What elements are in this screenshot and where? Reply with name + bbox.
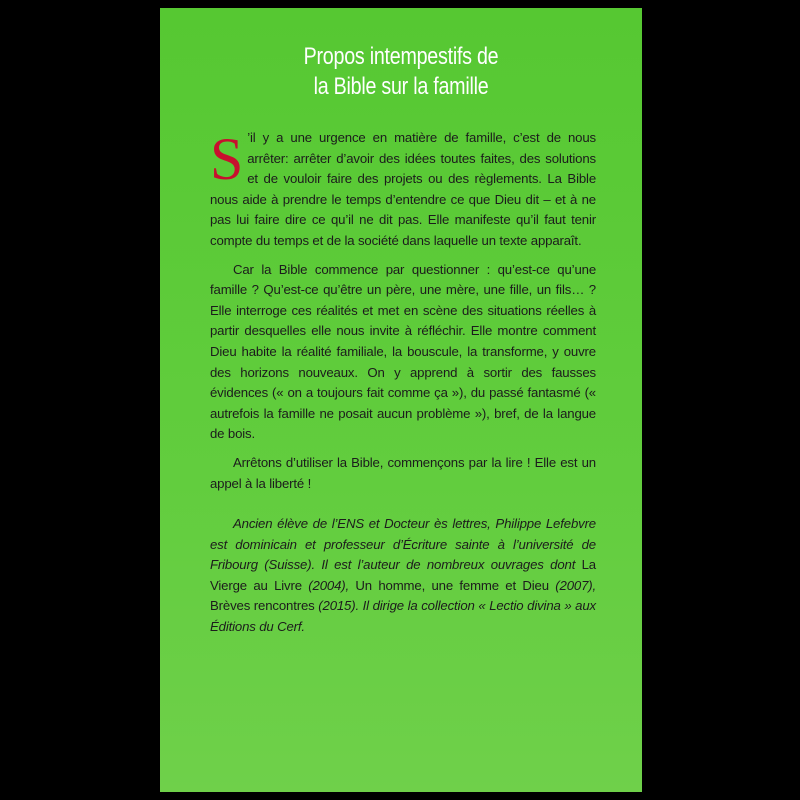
title-line-2: la Bible sur la famille bbox=[313, 73, 489, 100]
bio-year-1: (2004), bbox=[301, 577, 356, 593]
author-bio bbox=[210, 514, 596, 638]
paragraph-1 bbox=[210, 128, 596, 252]
book-back-cover bbox=[160, 8, 642, 792]
bio-year-2: (2007), bbox=[548, 577, 597, 593]
cover-title bbox=[203, 42, 598, 102]
bio-year-3: (2015). Il dirige la collection « Lectio divina » aux Éditions du Cerf. bbox=[210, 598, 596, 635]
paragraph-1-text: ’il y a une urgence en matière de famille, c’est de nous arrêter: arrêter d’avoir des idées toutes faites, des solutions et de vouloir faire des projets ou des règlements. La Bible nous aide à prendre le temps d’entendre ce que Dieu dit – et à ne pas lui faire dire ce qu’il ne dit pas. Elle manifeste qu’il faut tenir compte du temps et de la société dans laquelle un texte apparaît. bbox=[210, 130, 596, 248]
book-title-1: La Vierge au Livre bbox=[210, 557, 596, 593]
book-title-3: Brèves rencontres bbox=[210, 598, 315, 614]
bio-text-1: Ancien élève de l’ENS et Docteur ès lettres, Philippe Lefebvre est dominicain et professeur d’Écriture sainte à l’université de Fribourg (Suisse). Il est l’auteur de nombreux ouvrages dont bbox=[210, 516, 596, 573]
book-title-2: Un homme, une femme et Dieu bbox=[355, 577, 549, 593]
paragraph-2: Car la Bible commence par questionner : qu’est-ce qu’une famille ? Qu’est-ce qu’être un père, une mère, une fille, un fils… ? Elle interroge ces réalités et met en scène des situations réelles à partir desquelles elle nous invite à réfléchir. Elle montre comment Dieu habite la réalité familiale, la bouscule, la transforme, y ouvre des horizons nouveaux. On y apprend à sortir des fausses évidences (« on a toujours fait comme ça »), du passé fantasmé (« autrefois la famille ne posait aucun problème »), bref, de la langue de bois. bbox=[210, 261, 596, 442]
drop-cap: S bbox=[210, 126, 244, 192]
paragraph-3: Arrêtons d’utiliser la Bible, commençons par la lire ! Elle est un appel à la liberté ! bbox=[210, 454, 596, 491]
blurb-text bbox=[210, 128, 596, 646]
title-line-1: Propos intempestifs de bbox=[303, 43, 499, 70]
